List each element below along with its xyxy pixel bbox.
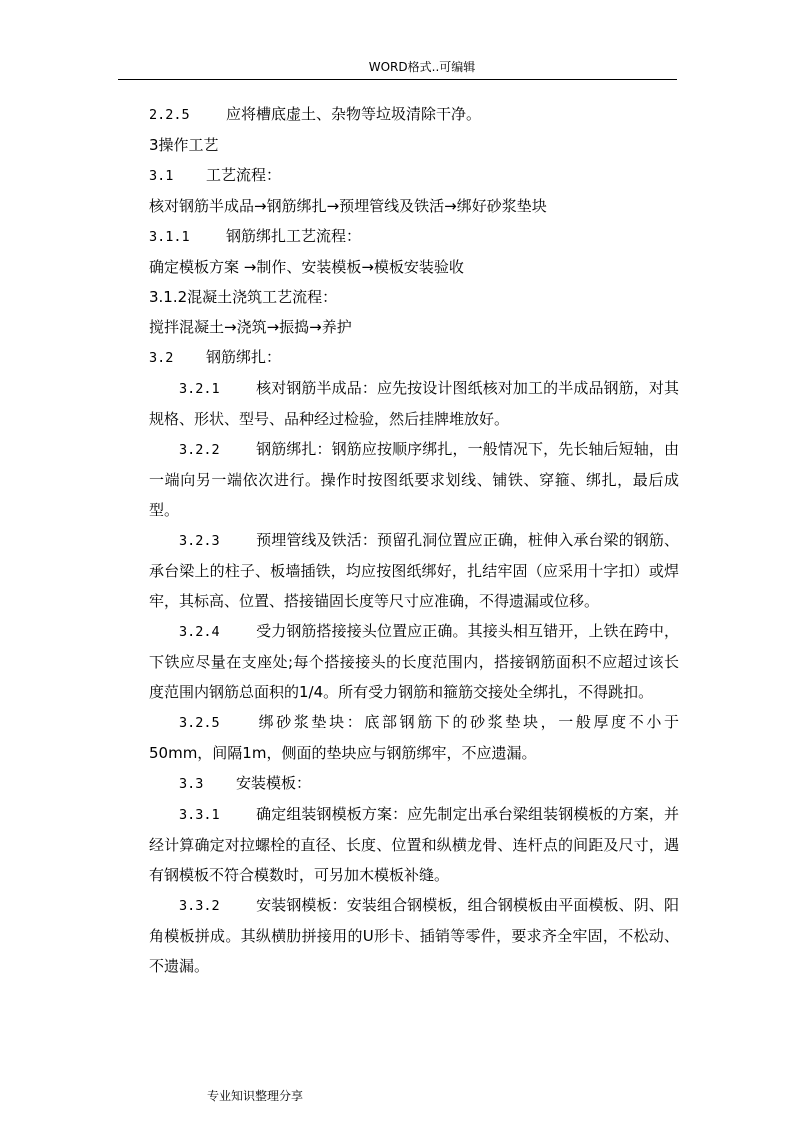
heading-3: [149, 130, 679, 160]
page-footer: [207, 1087, 303, 1104]
paragraph-3-2-5: [149, 707, 679, 768]
section-number: 3.1: [149, 168, 174, 184]
paragraph-text: 核对钢筋半成品：应先按设计图纸核对加工的半成品钢筋，对其规格、形状、型号、品种经过检验，然后挂牌堆放好。: [149, 379, 679, 428]
header-rule: [118, 79, 677, 80]
paragraph-text: 确定模板方案 →制作、安装模板→模板安装验收: [149, 258, 464, 276]
section-number: 3.2.3: [179, 533, 220, 549]
section-number: 3.2.2: [179, 442, 220, 458]
section-number: 3.3.1: [179, 807, 220, 823]
process-flow-3: [149, 312, 679, 342]
paragraph-3-2-2: [149, 434, 679, 525]
paragraph-3-3-1: [149, 799, 679, 890]
heading-3-1-1: [149, 221, 679, 252]
heading-3-1-2: [149, 282, 679, 312]
paragraph-text: 核对钢筋半成品→钢筋绑扎→预埋管线及铁活→绑好砂浆垫块: [149, 197, 547, 215]
paragraph-text: 安装钢模板：安装组合钢模板，组合钢模板由平面模板、阴、阳角模板拼成。其纵横肋拼接用的U形卡、插销等零件，要求齐全牢固，不松动、不遗漏。: [149, 896, 679, 975]
section-number: 3.2.5: [179, 715, 220, 731]
process-flow-1: [149, 191, 679, 221]
section-number: 3.2.1: [179, 381, 220, 397]
footer-text: 专业知识整理分享: [207, 1089, 304, 1103]
heading-text: 工艺流程：: [206, 166, 282, 184]
paragraph-text: 搅拌混凝土→浇筑→振捣→养护: [149, 318, 352, 336]
section-number: 3.2.4: [179, 624, 220, 640]
section-number: 3.2: [149, 350, 174, 366]
heading-text: 3.1.2混凝土浇筑工艺流程：: [149, 288, 338, 306]
section-number: 3.1.1: [149, 229, 190, 245]
heading-3-1: [149, 160, 679, 191]
heading-text: 钢筋绑扎：: [206, 348, 282, 366]
heading-text: 安装模板：: [236, 774, 312, 792]
section-number: 3.3: [179, 776, 204, 792]
section-number: 3.3.2: [179, 898, 220, 914]
paragraph-text: 钢筋绑扎：钢筋应按顺序绑扎，一般情况下，先长轴后短轴，由一端向另一端依次进行。操作时按图纸要求划线、铺铁、穿箍、绑扎，最后成型。: [149, 440, 679, 519]
header-title: WORD格式..可编辑: [368, 60, 476, 74]
paragraph-text: 受力钢筋搭接接头位置应正确。其接头相互错开，上铁在跨中，下铁应尽量在支座处;每个搭接接头的长度范围内，搭接钢筋面积不应超过该长度范围内钢筋总面积的1/4。所有受力钢筋和箍筋交接处全绑扎，不得跳扣。: [149, 622, 679, 701]
paragraph-text: 绑砂浆垫块：底部钢筋下的砂浆垫块，一般厚度不小于50mm，间隔1m，侧面的垫块应与钢筋绑牢，不应遗漏。: [149, 713, 679, 762]
paragraph-2-2-5: [149, 99, 679, 130]
paragraph-3-2-4: [149, 616, 679, 707]
page-header: [0, 58, 794, 75]
paragraph-3-3-2: [149, 890, 679, 981]
section-number: 2.2.5: [149, 107, 190, 123]
paragraph-3-2-1: [149, 373, 679, 434]
paragraph-text: 应将槽底虚土、杂物等垃圾清除干净。: [226, 105, 482, 123]
heading-3-3: [149, 768, 679, 799]
document-body: [149, 99, 679, 981]
heading-text: 钢筋绑扎工艺流程：: [226, 227, 362, 245]
heading-text: 3操作工艺: [149, 136, 219, 154]
process-flow-2: [149, 252, 679, 282]
paragraph-text: 确定组装钢模板方案：应先制定出承台梁组装钢模板的方案，并经计算确定对拉螺栓的直径、长度、位置和纵横龙骨、连杆点的间距及尺寸，遇有钢模板不符合模数时，可另加木模板补缝。: [149, 805, 679, 884]
heading-3-2: [149, 342, 679, 373]
paragraph-text: 预埋管线及铁活：预留孔洞位置应正确，桩伸入承台梁的钢筋、承台梁上的柱子、板墙插铁，均应按图纸绑好，扎结牢固（应采用十字扣）或焊牢，其标高、位置、搭接锚固长度等尺寸应准确，不得遗漏或位移。: [149, 531, 679, 610]
paragraph-3-2-3: [149, 525, 679, 616]
